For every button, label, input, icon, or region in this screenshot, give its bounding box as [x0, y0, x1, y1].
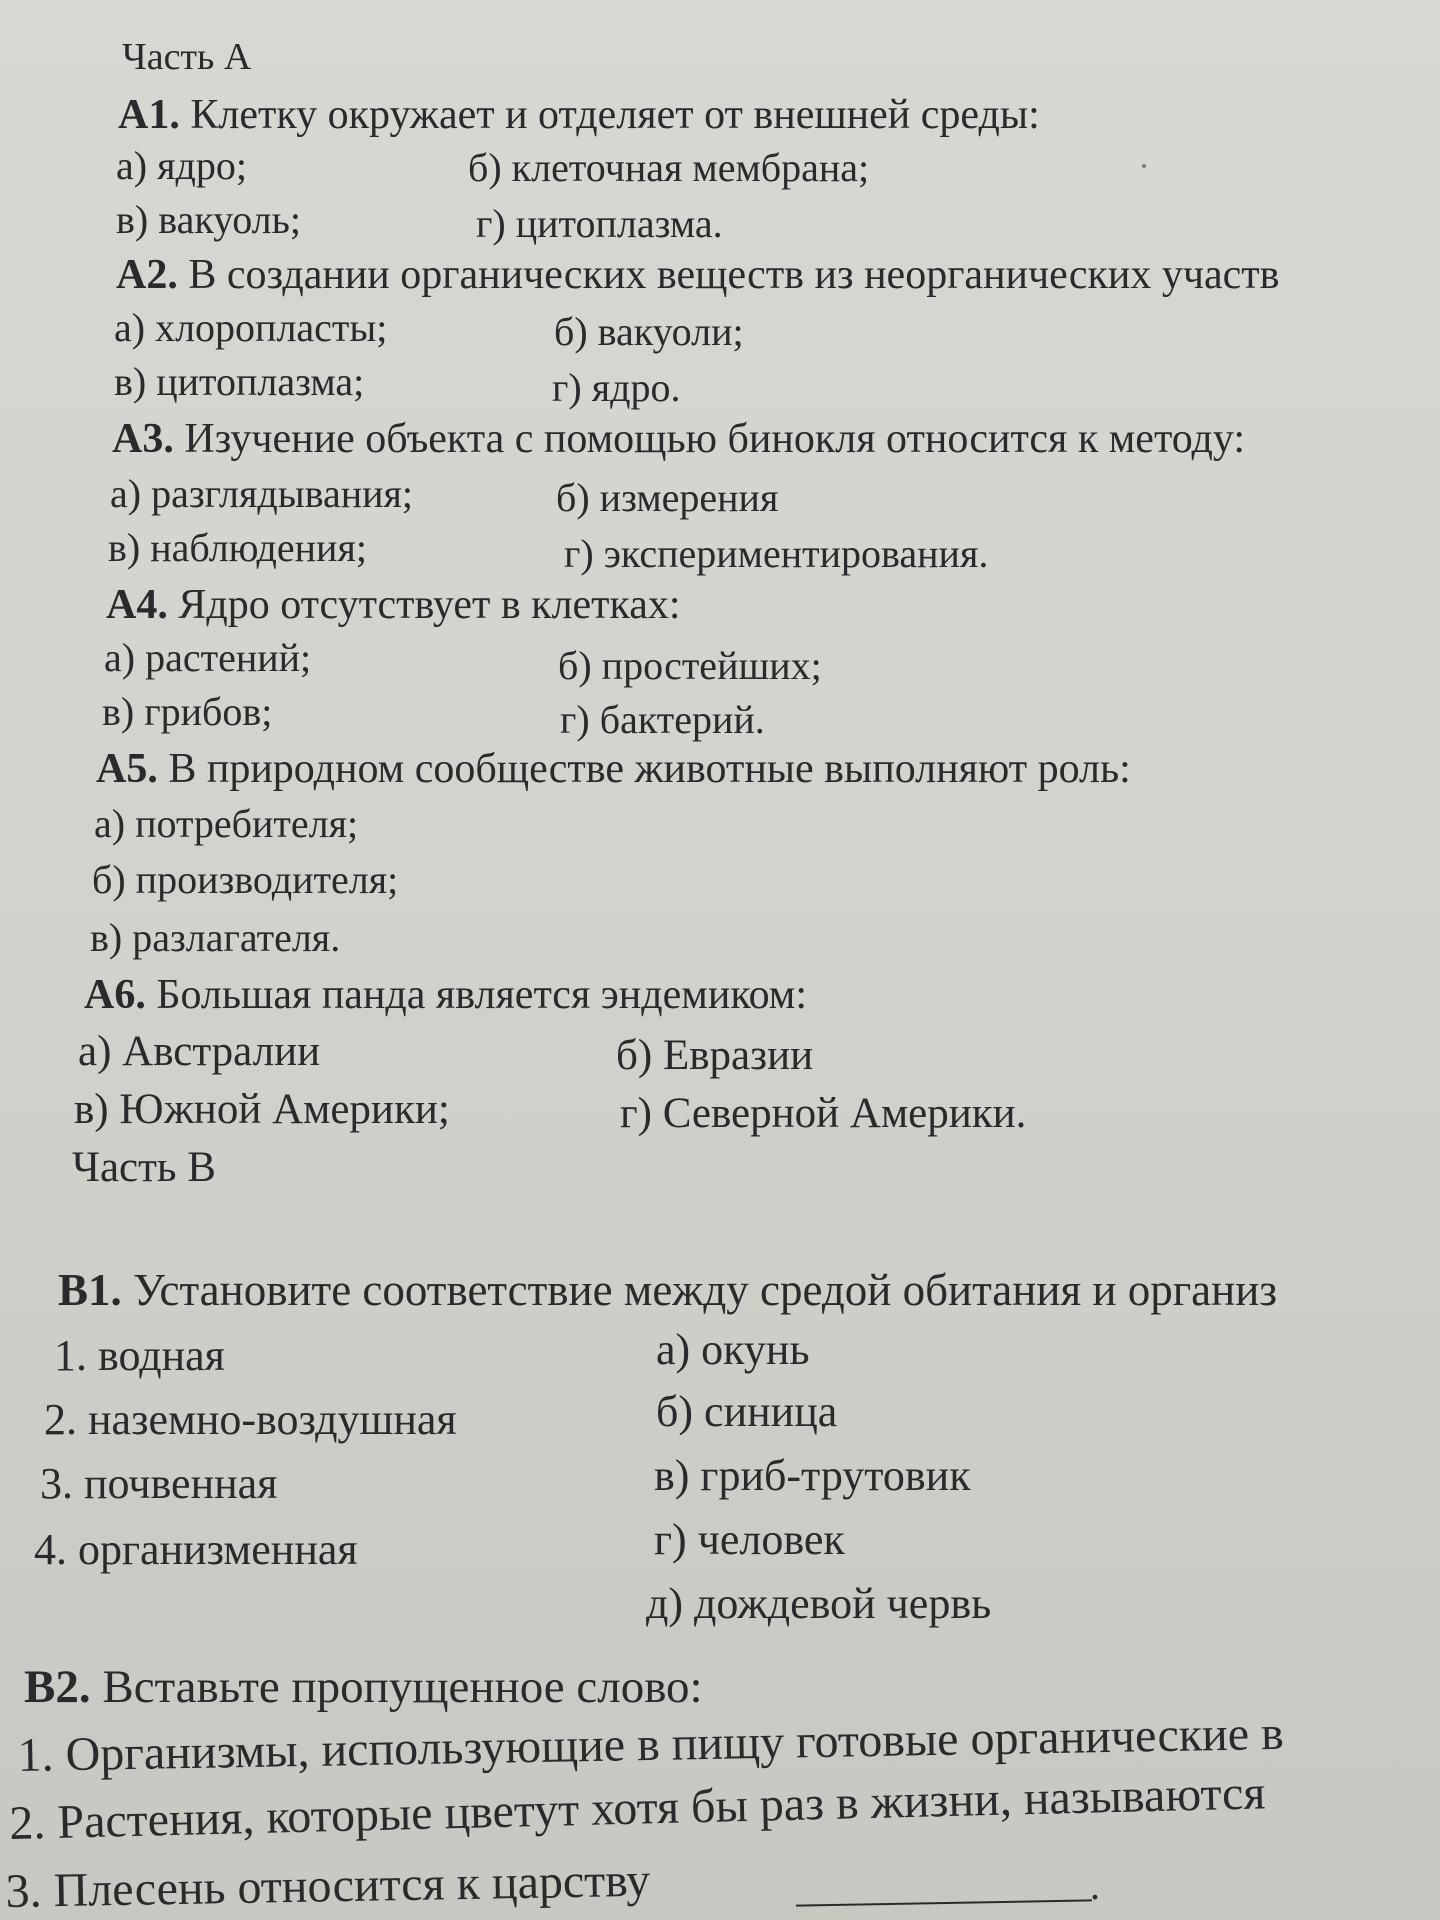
question-text: Большая панда является эндемиком: [156, 972, 808, 1018]
option-d: г) бактерий. [560, 697, 765, 742]
paper-speck [1142, 164, 1146, 168]
fill-in-item: 1. Организмы, использующие в пищу готовые органические в [17, 1706, 1285, 1782]
option-c: в) цитоплазма; [114, 359, 365, 404]
option-b: б) Евразии [616, 1032, 814, 1079]
question-a1 [118, 94, 1040, 136]
question-a3 [112, 418, 1245, 460]
option-c: в) наблюдения; [108, 525, 367, 570]
option-c: в) грибов; [102, 689, 273, 734]
match-right-item: в) гриб-трутовик [654, 1451, 971, 1500]
option-c: в) вакуоль; [116, 197, 301, 242]
option-a: а) ядро; [116, 143, 247, 188]
question-a6 [84, 974, 807, 1016]
question-number: А3. [112, 416, 174, 462]
option-c: в) разлагателя. [90, 915, 341, 960]
option-a: а) разглядывания; [110, 471, 414, 516]
option-b: б) клеточная мембрана; [468, 145, 870, 190]
question-text: Клетку окружает и отделяет от внешней среды: [190, 92, 1040, 138]
fill-in-item: 2. Растения, которые цветут хотя бы раз в жизни, называются [8, 1766, 1267, 1850]
question-b1 [58, 1265, 1278, 1315]
question-number: А5. [96, 746, 158, 792]
question-number: А6. [84, 972, 146, 1018]
match-left-item: 4. организменная [34, 1525, 358, 1574]
match-right-item: а) окунь [656, 1325, 810, 1374]
question-a2 [116, 254, 1279, 296]
option-d: г) ядро. [552, 365, 681, 410]
fill-in-item: 3. Плесень относится к царству [5, 1853, 651, 1918]
question-text: Изучение объекта с помощью бинокля относится к методу: [184, 416, 1246, 462]
option-c: в) Южной Америки; [74, 1086, 450, 1133]
item-3-end-period: . [1090, 1863, 1100, 1908]
option-d: г) цитоплазма. [476, 201, 723, 246]
option-a: а) Австралии [78, 1028, 321, 1075]
question-number: В2. [24, 1661, 91, 1713]
option-a: а) растений; [104, 635, 312, 680]
match-left-item: 1. водная [54, 1331, 225, 1380]
question-b2 [24, 1661, 703, 1713]
match-right-item: б) синица [656, 1387, 838, 1436]
question-text: Установите соответствие между средой обитания и организ [133, 1265, 1278, 1315]
option-d: г) экспериментирования. [564, 531, 989, 576]
question-a4 [106, 584, 681, 626]
option-b: б) измерения [556, 475, 779, 520]
option-d: г) Северной Америки. [620, 1090, 1027, 1137]
part-b-title: Часть В [72, 1144, 216, 1191]
question-text: Вставьте пропущенное слово: [102, 1661, 703, 1713]
answer-blank-line[interactable] [796, 1899, 1092, 1906]
match-right-item: г) человек [654, 1515, 845, 1564]
question-number: В1. [58, 1265, 122, 1315]
part-a-title: Часть А [122, 36, 252, 78]
question-number: А4. [106, 582, 168, 628]
match-right-item: д) дождевой червь [646, 1579, 992, 1628]
option-a: а) хлоропласты; [114, 305, 388, 350]
question-number: А2. [116, 252, 178, 298]
question-number: А1. [118, 92, 180, 138]
option-a: а) потребителя; [94, 801, 359, 846]
question-text: Ядро отсутствует в клетках: [178, 582, 681, 628]
question-text: В природном сообществе животные выполняют роль: [168, 746, 1131, 792]
question-a5 [96, 748, 1131, 790]
option-b: б) вакуоли; [554, 309, 744, 354]
match-left-item: 2. наземно-воздушная [44, 1395, 457, 1444]
question-text: В создании органических веществ из неорганических участв [188, 252, 1280, 298]
option-b: б) производителя; [92, 857, 399, 902]
option-b: б) простейших; [558, 643, 822, 688]
match-left-item: 3. почвенная [40, 1459, 278, 1508]
